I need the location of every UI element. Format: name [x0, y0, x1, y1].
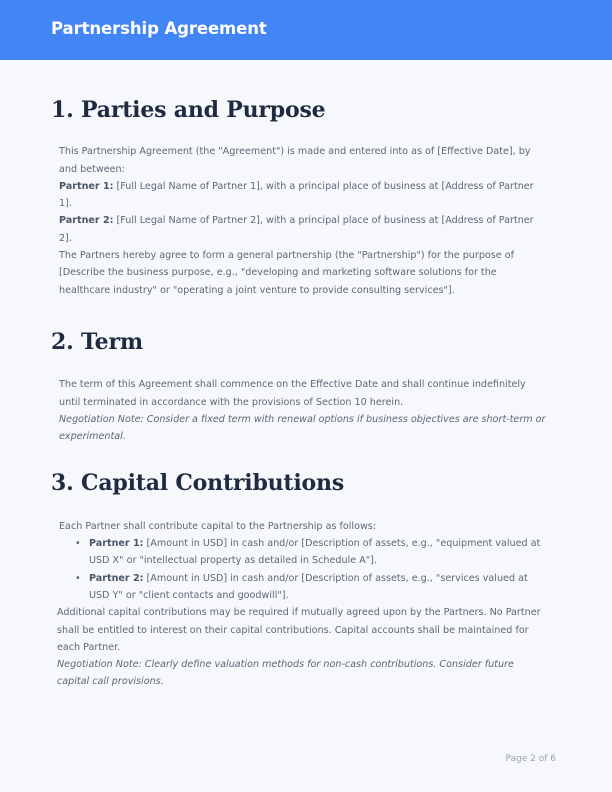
bullet-icon: • — [75, 538, 81, 550]
partner-1-text: [Full Legal Name of Partner 1], with a principal place of business at [Address of Partner 1]. — [59, 180, 534, 210]
section-parties-and-purpose — [0, 98, 612, 299]
section-heading-2: 2. Term — [51, 328, 143, 355]
section-3-intro — [0, 518, 612, 535]
document-content — [0, 60, 612, 691]
section-heading-1: 1. Parties and Purpose — [51, 97, 326, 123]
section-3-intro-text: Each Partner shall contribute capital to the Partnership as follows: — [59, 520, 377, 532]
bullet-partner-1-text: [Amount in USD] in cash and/or [Description of assets, e.g., "equipment valued at USD X" or "intellectual property as detailed in Schedule A"]. — [89, 538, 541, 567]
bullet-icon: • — [75, 572, 81, 584]
section-1-paragraph-2 — [0, 178, 612, 213]
partner-1-label: Partner 1: — [59, 180, 114, 192]
partner-2-label: Partner 2: — [59, 215, 114, 227]
section-2-paragraph-1-text: The term of this Agreement shall commence on the Effective Date and shall continue indefinitely until terminated in accordance with the provisions of Section 10 herein. — [59, 379, 526, 408]
section-1-paragraph-4-text: The Partners hereby agree to form a general partnership (the "Partnership") for the purpose of [Describe the business purpose, e.g., "developing and marketing software solutions for the healthcare industry" or "operating a joint venture to provide consulting services"]. — [59, 250, 514, 296]
list-item — [75, 570, 548, 605]
section-2-negotiation-note — [0, 411, 612, 446]
section-3-paragraph-after-list-text: Additional capital contributions may be required if mutually agreed upon by the Partners. No Partner shall be entitled to interest on their capital contributions. Capital accounts shall be maintained for each Partner. — [57, 607, 541, 653]
page-title: Partnership Agreement — [51, 19, 267, 38]
section-1-paragraph-1-text: This Partnership Agreement (the "Agreement") is made and entered into as of [Effective Date], by and between: — [59, 146, 531, 175]
section-2-paragraph-1 — [0, 376, 612, 411]
page-number: Page 2 of 6 — [505, 754, 556, 764]
section-capital-contributions — [0, 471, 612, 690]
section-1-paragraph-1 — [0, 143, 612, 178]
section-3-paragraph-after-list — [0, 604, 612, 656]
section-1-paragraph-3 — [0, 212, 612, 247]
section-heading-3: 3. Capital Contributions — [51, 470, 345, 497]
list-item — [75, 535, 548, 570]
section-1-paragraph-4 — [0, 247, 612, 299]
document-header-banner — [0, 0, 612, 60]
bullet-partner-2-label: Partner 2: — [89, 572, 144, 584]
bullet-partner-2-text: [Amount in USD] in cash and/or [Description of assets, e.g., "services valued at USD Y" or "client contacts and goodwill"]. — [89, 572, 528, 601]
section-3-negotiation-note-text: Negotiation Note: Clearly define valuation methods for non-cash contributions. Consider future capital call provisions. — [57, 659, 514, 688]
section-term — [0, 330, 612, 445]
page-footer — [0, 748, 612, 766]
capital-contributions-list — [0, 535, 612, 604]
section-3-negotiation-note — [0, 656, 612, 691]
partner-2-text: [Full Legal Name of Partner 2], with a principal place of business at [Address of Partner 2]. — [59, 215, 534, 244]
section-2-negotiation-note-text: Negotiation Note: Consider a fixed term with renewal options if business objectives are short-term or experimental. — [59, 413, 546, 443]
bullet-partner-1-label: Partner 1: — [89, 538, 144, 550]
